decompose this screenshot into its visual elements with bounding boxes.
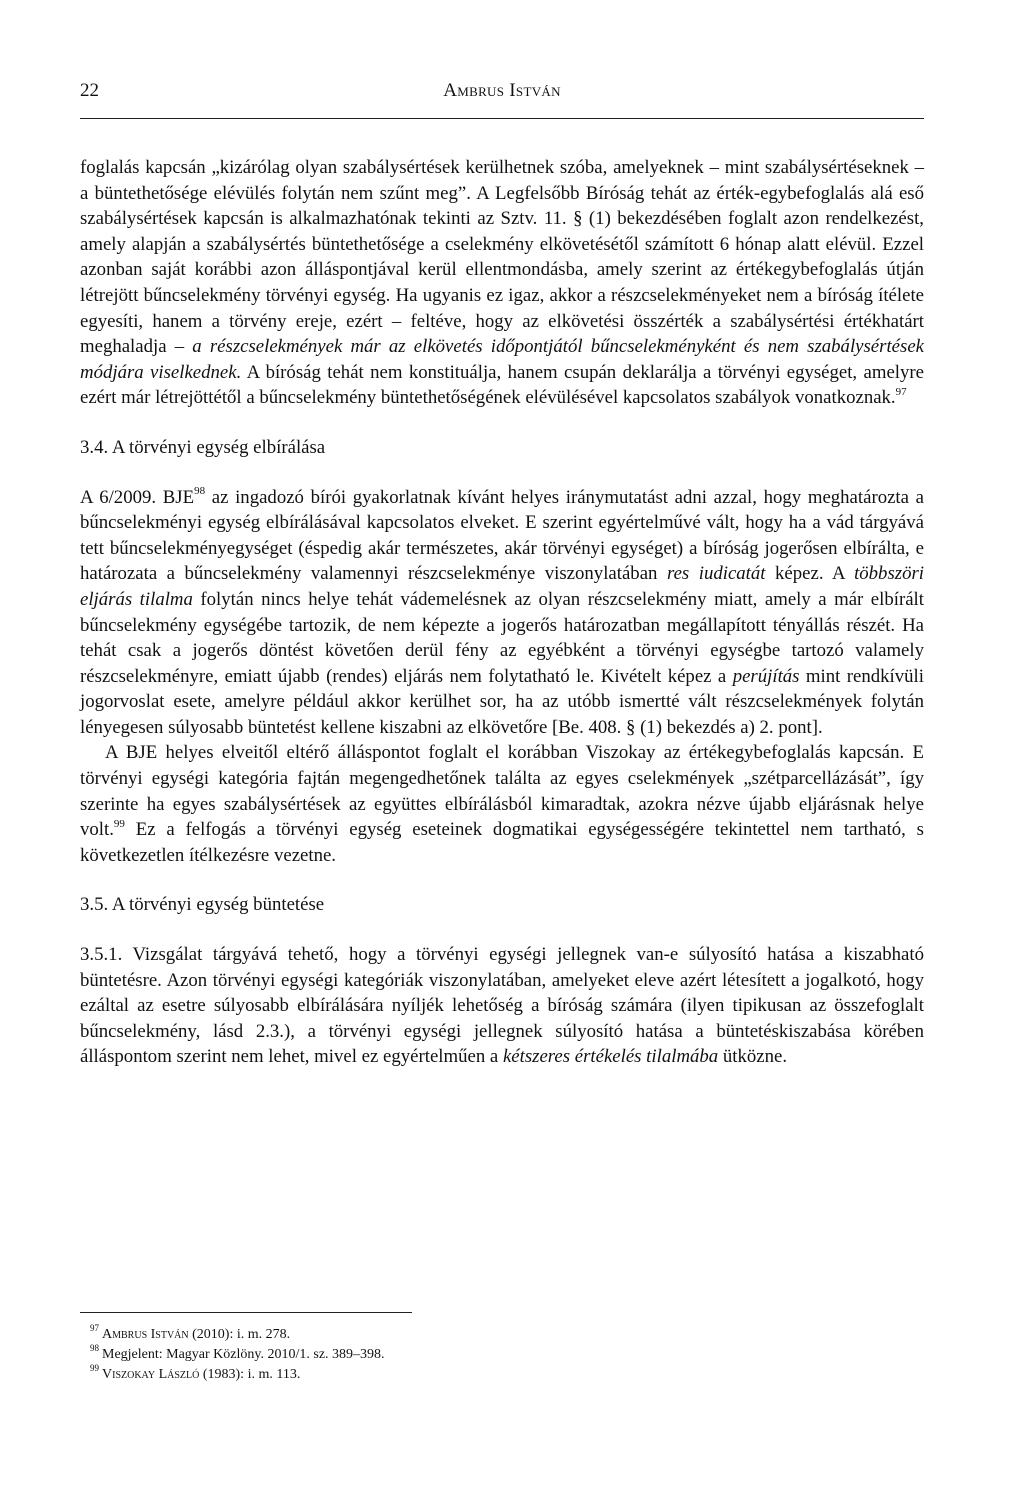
page-number: 22 <box>80 80 99 101</box>
footnote-ref-99[interactable]: 99 <box>113 817 125 830</box>
paragraph-1: foglalás kapcsán „kizárólag olyan szabálysértések kerülhetnek szóba, amelyeknek – mint szabálysértéseknek – a büntethetősége elévülés folytán nem szűnt meg”. A Legfelsőbb Bíróság tehát az érték-egybefoglalás alá eső szabálysértések kapcsán is alkalmazhatónak tekinti az Sztv. 11. § (1) bekezdésében foglalt azon rendelkezést, amely alapján a szabálysértés büntethetősége a cselekmény elkövetésétől számított 6 hónap alatt elévül. Ezzel azonban saját korábbi azon álláspontjával kerül ellentmondásba, amely szerint az értékegybefoglalás útján létrejött bűncselekmény törvényi egység. Ha ugyanis ez igaz, akkor a részcselekményeket nem a bíróság ítélete egyesíti, hanem a törvény ereje, ezért – feltéve, hogy az elkövetési összérték a szabálysértési értékhatárt meghaladja – a részcselekmények már az elkövetés időpontjától bűncselekményként és nem szabálysértések módjára viselkednek. A bíróság tehát nem konstituálja, hanem csupán deklarálja a törvényi egységet, amelyre ezért már létrejöttétől a bűncselekmény büntethetőségének elévülésével kapcsolatos szabályok vonatkoznak.$^{97}$ <box>80 157 925 409</box>
section-3-4-heading: 3.4. A törvényi egység elbírálása <box>80 436 326 458</box>
footnote-ref-98[interactable]: 98 <box>194 485 206 498</box>
footnote-98: $^{98}$ Megjelent: Magyar Közlöny. 2010/1. sz. 389–398. <box>90 1343 385 1362</box>
paragraph-3: A BJE helyes elveitől eltérő álláspontot foglalt el korábban Viszokay az értékegybefoglalás kapcsán. E törvényi egységi kategória fajtán megengedhetőnek találta az egyes cselekmények „szétparcellázását”, így szerinte ha egyes szabálysértések az együttes elbírálásból kimaradtak, azokra nézve újabb eljárásnak helye volt.$^{99}$ Ez a felfogás a törvényi egység eseteinek dogmatikai egységességére tekintettel nem tartható, s következetlen ítélkezésre vezetne. <box>80 742 924 866</box>
footnotes <box>90 1325 790 1385</box>
paragraph-2: A 6/2009. BJE$^{98}$ az ingadozó bírói gyakorlatnak kívánt helyes iránymutatást adni azzal, hogy meghatározta a bűncselekményi egység elbírálásával kapcsolatos elveket. E szerint egyértelművé vált, hogy ha a vád tárgyává tett bűncselekményegységet (éspedig akár természetes, akár törvényi egységet) a bíróság jogerősen elbírálta, e határozata a bűncselekmény valamennyi részcselekménye viszonylatában res iudicatát képez. A többszöri eljárás tilalma folytán nincs helye tehát vádemelésnek az olyan részcselekmény miatt, amely a már elbírált bűncselekmény egységébe tartozik, de nem képezte a jogerős határozatban megállapított tényállás részét. Ha tehát csak a jogerős döntést követően derül fény az egyébként a törvényi egységbe tartozó valamely részcselekményre, emiatt újabb (rendes) eljárás nem folytatható le. Kivételt képez a perújítás mint rendkívüli jogorvoslat esete, amelyre például akkor kerülhet sor, ha az utóbb ismertté vált részcselekmények folytán lényegesen súlyosabb büntetést kellene kiszabni az elkövetőre [Be. 408. § (1) bekezdés a) 2. pont]. <box>80 485 924 738</box>
body-text <box>80 155 924 1070</box>
running-head: Ambrus István <box>443 80 561 101</box>
footnote-99: $^{99}$ Viszokay László (1983): i. m. 113. <box>90 1363 301 1382</box>
header-rule <box>80 118 924 119</box>
page-header <box>80 80 924 110</box>
footnote-ref-97[interactable]: 97 <box>895 386 907 399</box>
footnote-97: $^{97}$ Ambrus István (2010): i. m. 278. <box>90 1323 291 1342</box>
section-3-5-heading: 3.5. A törvényi egység büntetése <box>80 894 325 916</box>
footnote-rule <box>80 1312 412 1313</box>
paragraph-4: 3.5.1. Vizsgálat tárgyává tehető, hogy a törvényi egységi jellegnek van-e súlyosító hatása a kiszabható büntetésre. Azon törvényi egységi kategóriák viszonylatában, amelyeket eleve azért létesített a jogalkotó, hogy ezáltal az esetre súlyosabb elbírálására nyíljék lehetőség a bíróság számára (ilyen tipikusan az összefoglalt bűncselekmény, lásd 2.3.), a törvényi egységi jellegnek súlyosító hatása a büntetéskiszabása körében álláspontom szerint nem lehet, mivel ez egyértelműen a kétszeres értékelés tilalmába ütközne. <box>80 944 924 1068</box>
